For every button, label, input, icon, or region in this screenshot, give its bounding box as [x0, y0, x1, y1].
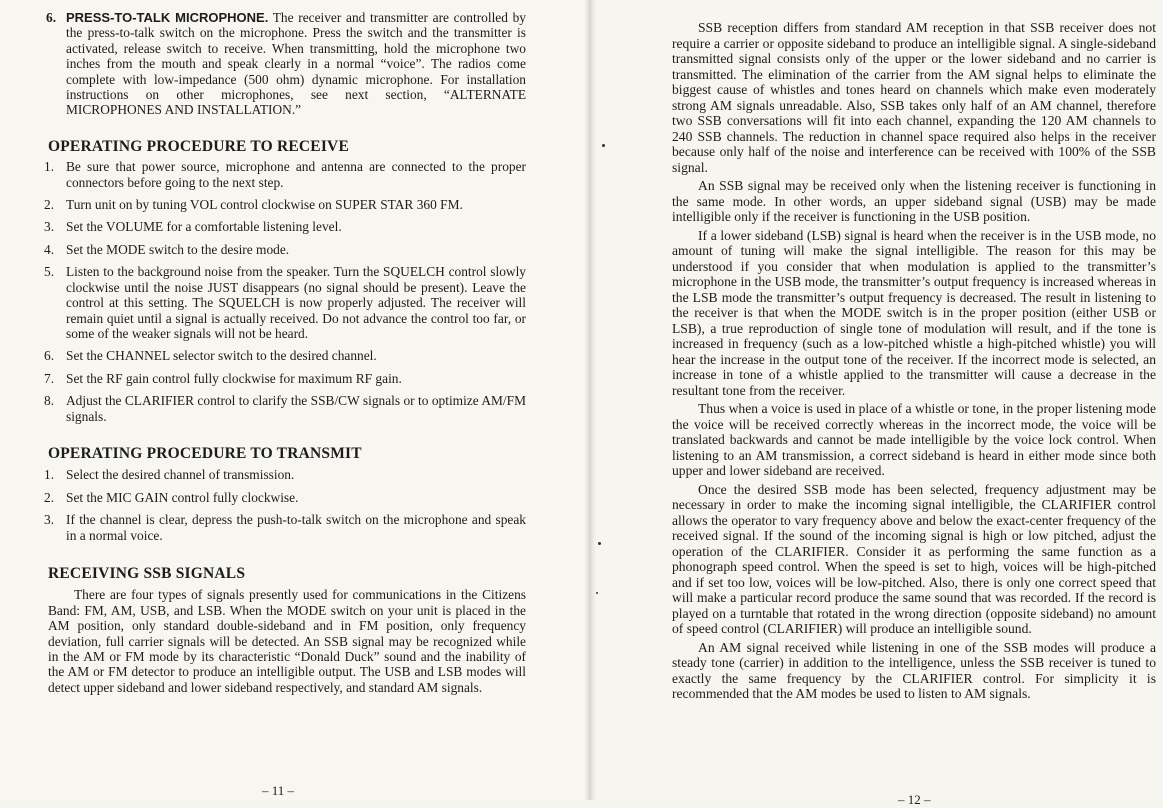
book-spine-fold — [584, 0, 596, 800]
paper-speck — [596, 592, 598, 594]
step-text: Be sure that power source, microphone and antenna are connected to the proper connectors before going to the next step. — [66, 159, 526, 190]
receive-step — [44, 219, 526, 235]
page-number-right: – 12 – — [898, 792, 931, 807]
step-number: 3. — [44, 512, 55, 528]
item-lead: PRESS-TO-TALK MICROPHONE. — [66, 10, 269, 25]
receive-step — [44, 197, 526, 213]
paragraph: Thus when a voice is used in place of a whistle or tone, in the proper listening mode the voice will be received correctly whereas in the incorrect mode, the voice will be translated backwards and cannot be made intelligible by the voice lock control. When listening to an AM transmission, a correct sideband is heard in either mode since both upper and lower sideband are received. — [672, 401, 1156, 478]
receive-step — [44, 393, 526, 424]
step-text: If the channel is clear, depress the push-to-talk switch on the microphone and speak in a normal voice. — [66, 512, 526, 543]
heading-receiving-ssb: RECEIVING SSB SIGNALS — [48, 564, 246, 582]
step-number: 3. — [44, 219, 55, 235]
item-6-press-to-talk — [48, 10, 526, 118]
paper-speck — [602, 144, 605, 147]
step-number: 4. — [44, 241, 55, 257]
page-number-left: – 11 – — [262, 783, 295, 798]
step-text: Set the MIC GAIN control fully clockwise. — [66, 489, 299, 505]
left-column — [44, 10, 526, 699]
step-text: Set the VOLUME for a comfortable listening level. — [66, 219, 342, 235]
step-number: 2. — [44, 489, 55, 505]
step-number: 6. — [44, 348, 55, 364]
right-column — [672, 20, 1156, 705]
paper-speck — [598, 542, 601, 545]
paragraph: An AM signal received while listening in one of the SSB modes will produce a steady tone (carrier) in addition to the intelligence, unless the SSB receiver is tuned to exactly the same frequency by the CLARIFIER control. For simplicity it is recommended that the AM modes be used to listen to AM signals. — [672, 639, 1156, 701]
step-text: Set the MODE switch to the desire mode. — [66, 241, 290, 257]
transmit-step — [44, 467, 526, 483]
paragraph: SSB reception differs from standard AM reception in that SSB receiver does not require a carrier or opposite sideband to produce an intelligible signal. A single-sideband transmitted signal consists only of the upper or the lower sideband and no carrier is transmitted. The elimination of the carrier from the AM signal helps to eliminate the biggest cause of whistles and tones heard on channels which make even moderately strong AM signals unreadable. Also, SSB takes only half of an AM channel, therefore two SSB conversations will fit into each channel, expanding the 120 AM channels to 240 SSB channels. The reduction in channel space required also helps in the receiver because only half of the noise and interference can be received with 100% of the SSB signal. — [672, 20, 1156, 175]
receive-steps — [44, 159, 526, 424]
step-number: 8. — [44, 393, 55, 409]
step-text: Turn unit on by tuning VOL control clockwise on SUPER STAR 360 FM. — [66, 197, 463, 213]
step-number: 1. — [44, 467, 55, 483]
item-text: The receiver and transmitter are controlled by the press-to-talk switch on the microphone. Press the switch and the transmitter is activated, release switch to receive. When transmitting, hold the microphone two inches from the mouth and speak clearly in a normal “voice”. The radios come complete with low-impedance (500 ohm) dynamic microphone. For installation instructions on other microphones, see next section, “ALTERNATE MICROPHONES AND INSTALLATION.” — [66, 10, 526, 118]
ssb-paragraph: There are four types of signals presently used for communications in the Citizens Band: FM, AM, USB, and LSB. When the MODE switch on your unit is placed in the AM position, only standard double-sideband and in FM position, only frequency deviation, full carrier signals will be detected. An SSB signal may be recognized while in the AM or FM mode by its characteristic “Donald Duck” sound and the inability of the AM or FM detector to produce an intelligible output. The USB and LSB modes will detect upper sideband and lower sideband respectively, and standard AM signals. — [48, 587, 526, 695]
transmit-steps — [44, 467, 526, 543]
paragraph: If a lower sideband (LSB) signal is heard when the receiver is in the USB mode, no amount of tuning will make the signal intelligible. The reason for this may be understood if you consider that when modulation is applied to the transmitter’s microphone in the USB mode, the transmitter’s output frequency is increased whereas in the LSB mode the transmitter’s output frequency is decreased. The result in listening to the receiver is that when the MODE switch is in the proper position (either USB or LSB), a true reproduction of single tone of modulation will result, and if the tone is increased in frequency (such as a low-pitched whistle a high-pitched whistle) you will hear the increase in the output tone of the receiver. If the incorrect mode is selected, an increase in tone of a whistle applied to the transmitter will cause a decrease in the resultant tone from the receiver. — [672, 227, 1156, 398]
receive-step — [44, 264, 526, 341]
item-number: 6. — [46, 10, 57, 25]
step-text: Select the desired channel of transmission. — [66, 467, 295, 483]
receive-step — [44, 241, 526, 257]
step-text: Set the CHANNEL selector switch to the desired channel. — [66, 348, 377, 364]
receive-step — [44, 348, 526, 364]
step-number: 1. — [44, 159, 55, 175]
step-number: 7. — [44, 370, 55, 386]
paragraph: An SSB signal may be received only when the listening receiver is functioning in the same mode. In other words, an upper sideband signal (USB) may be made intelligible only if the receiver is functioning in the USB position. — [672, 178, 1156, 224]
transmit-step — [44, 489, 526, 505]
transmit-step — [44, 512, 526, 543]
step-text: Adjust the CLARIFIER control to clarify the SSB/CW signals or to optimize AM/FM signals. — [66, 393, 526, 424]
heading-receive: OPERATING PROCEDURE TO RECEIVE — [48, 137, 349, 155]
step-text: Listen to the background noise from the speaker. Turn the SQUELCH control slowly clockwise until the noise JUST disappears (no signal should be present). Leave the control at this setting. The SQUELCH is now properly adjusted. The receiver will remain quiet until a signal is actually received. Do not advance the control too far, or some of the weaker signals will not be heard. — [66, 264, 526, 341]
receive-step — [44, 159, 526, 190]
step-number: 2. — [44, 197, 55, 213]
heading-transmit: OPERATING PROCEDURE TO TRANSMIT — [48, 444, 362, 462]
step-number: 5. — [44, 264, 55, 280]
paragraph: Once the desired SSB mode has been selected, frequency adjustment may be necessary in order to make the incoming signal intelligible, the CLARIFIER control allows the operator to vary frequency above and below the exact-center frequency of the received signal. If the sound of the incoming signal is high or low pitched, adjust the operation of the CLARIFIER. Consider it as performing the same function as a phonograph speed control. When the speed is set to high, voices will be high-pitched and if set too low, voices will be low-pitched. Also, there is only one correct speed that will make a particular record produce the same sound that was recorded. If the record is played on a turntable that rotated in the wrong direction (opposite sideband) no amount of speed control (CLARIFIER) will produce an intelligible sound. — [672, 481, 1156, 636]
right-page — [590, 0, 1163, 807]
step-text: Set the RF gain control fully clockwise for maximum RF gain. — [66, 370, 402, 386]
receive-step — [44, 370, 526, 386]
